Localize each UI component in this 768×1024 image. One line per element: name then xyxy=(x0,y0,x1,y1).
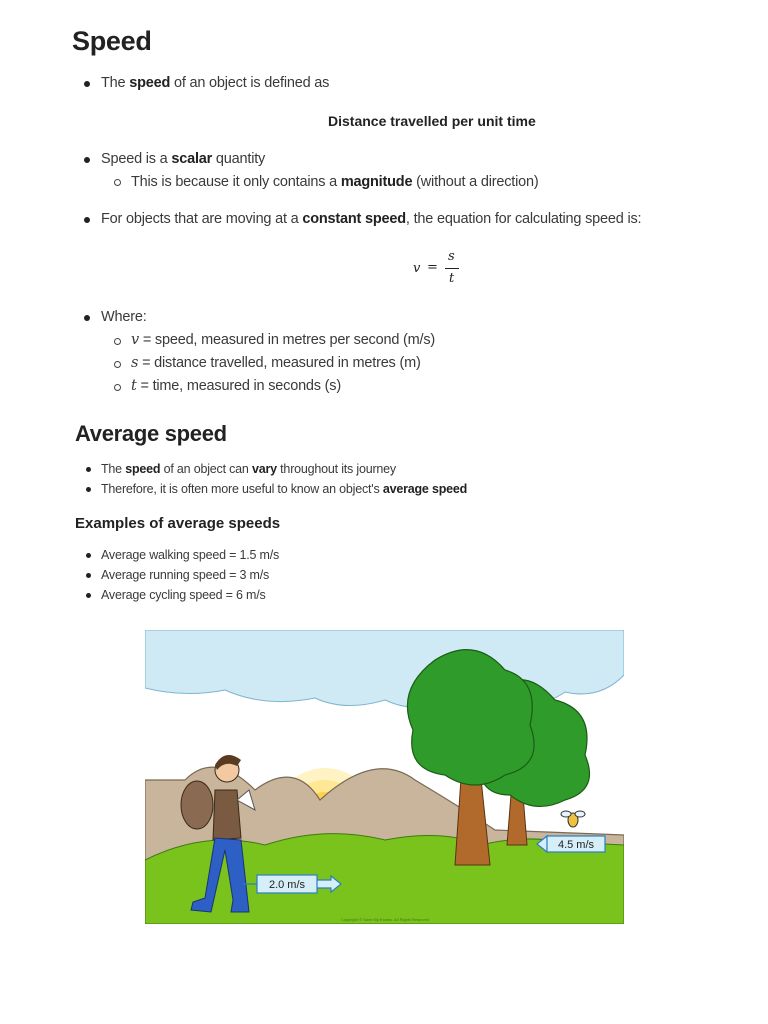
constant-speed-line xyxy=(101,211,641,227)
text: of an object can xyxy=(160,462,252,476)
sub-bullet xyxy=(114,338,121,345)
example-item: Average cycling speed = 6 m/s xyxy=(101,588,266,602)
where-item-t xyxy=(131,378,341,394)
scalar-sub-line xyxy=(131,174,539,190)
text: = distance travelled, measured in metres (m) xyxy=(138,355,421,371)
bullet-dot xyxy=(84,217,90,223)
bold-term: speed xyxy=(129,75,171,91)
bullet-dot xyxy=(86,573,91,578)
page-title: Speed xyxy=(72,26,152,56)
text: of an object is defined as xyxy=(170,75,330,91)
text: = time, measured in seconds (s) xyxy=(136,378,341,394)
bullet-dot xyxy=(86,593,91,598)
text: (without a direction) xyxy=(412,174,539,190)
text: = speed, measured in metres per second (m/s) xyxy=(139,332,436,348)
symbol: s xyxy=(131,355,139,371)
text: Speed is a xyxy=(101,151,172,167)
text: , the equation for calculating speed is: xyxy=(405,211,642,227)
definition-statement: Distance travelled per unit time xyxy=(328,113,536,129)
bullet-dot xyxy=(86,553,91,558)
symbol: v xyxy=(131,332,139,348)
examples-heading: Examples of average speeds xyxy=(75,515,281,532)
text: quantity xyxy=(212,151,266,167)
bullet-dot xyxy=(84,315,90,321)
bullet-dot xyxy=(84,81,90,87)
insect-speed-label: 4.5 m/s xyxy=(557,839,595,851)
text: For objects that are moving at a xyxy=(101,211,303,227)
where-item-s xyxy=(131,355,421,371)
where-label: Where: xyxy=(101,309,147,325)
section-title: Average speed xyxy=(75,421,227,446)
sub-bullet xyxy=(114,179,121,186)
fraction-bar xyxy=(445,268,459,269)
vary-line xyxy=(101,462,396,476)
definition-line xyxy=(101,75,329,91)
text: This is because it only contains a xyxy=(131,174,341,190)
text: Therefore, it is often more useful to know an object's xyxy=(101,482,383,496)
bold-term: magnitude xyxy=(340,174,413,190)
text: The xyxy=(101,462,126,476)
average-speed-illustration xyxy=(145,630,624,924)
example-item: Average running speed = 3 m/s xyxy=(101,568,270,582)
copyright-text: Copyright © Save My Exams. All Rights Reserved xyxy=(340,917,430,922)
bold-term: vary xyxy=(251,462,277,476)
text: The xyxy=(101,75,130,91)
insect-speed-arrow xyxy=(537,836,605,852)
average-speed-line xyxy=(101,482,467,496)
example-item: Average walking speed = 1.5 m/s xyxy=(101,548,280,562)
bullet-dot xyxy=(86,487,91,492)
bold-term: average speed xyxy=(382,482,468,496)
bullet-dot xyxy=(86,467,91,472)
bold-term: speed xyxy=(125,462,161,476)
bullet-dot xyxy=(84,157,90,163)
bold-term: constant speed xyxy=(302,211,406,227)
scalar-line xyxy=(101,151,265,167)
eq-denominator: t xyxy=(449,271,455,286)
symbol: t xyxy=(131,378,137,394)
eq-sign: = xyxy=(427,260,438,275)
text: throughout its journey xyxy=(276,462,396,476)
walker-speed-label: 2.0 m/s xyxy=(268,879,306,891)
sub-bullet xyxy=(114,361,121,368)
sub-bullet xyxy=(114,384,121,391)
eq-numerator: s xyxy=(448,249,455,264)
where-item-v xyxy=(131,332,435,348)
bold-term: scalar xyxy=(171,151,213,167)
eq-lhs: v xyxy=(413,261,421,276)
